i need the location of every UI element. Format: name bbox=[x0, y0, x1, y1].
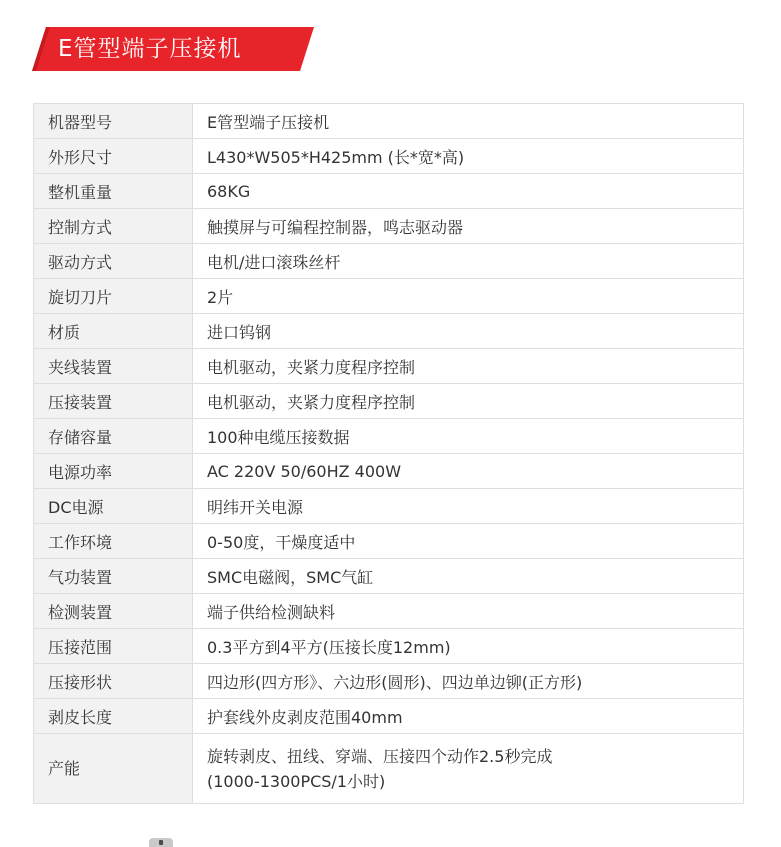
spec-label: 检测装置 bbox=[34, 594, 193, 629]
spec-label: 夹线装置 bbox=[34, 349, 193, 384]
spec-value-text: 进口钨钢 bbox=[207, 322, 272, 342]
table-row bbox=[34, 419, 744, 454]
spec-label: 存储容量 bbox=[34, 419, 193, 454]
spec-value-text: E管型端子压接机 bbox=[207, 112, 330, 132]
spec-label: 压接范围 bbox=[34, 629, 193, 664]
spec-value-text: L430*W505*H425mm (长*宽*高) bbox=[207, 147, 465, 167]
spec-value-text-2: (1000-1300PCS/1小时) bbox=[207, 771, 386, 791]
spec-label: 压接装置 bbox=[34, 384, 193, 419]
spec-value bbox=[193, 104, 744, 139]
spec-value bbox=[193, 594, 744, 629]
spec-value bbox=[193, 174, 744, 209]
spec-label: 机器型号 bbox=[34, 104, 193, 139]
page-title: E管型端子压接机 bbox=[58, 36, 242, 62]
spec-label: 工作环境 bbox=[34, 524, 193, 559]
spec-label: 整机重量 bbox=[34, 174, 193, 209]
table-row bbox=[34, 244, 744, 279]
table-row bbox=[34, 314, 744, 349]
spec-value-text: 端子供给检测缺料 bbox=[207, 602, 336, 622]
spec-value bbox=[193, 664, 744, 699]
spec-label: DC电源 bbox=[34, 489, 193, 524]
spec-value-text: 明纬开关电源 bbox=[207, 497, 304, 517]
spec-label: 旋切刀片 bbox=[34, 279, 193, 314]
spec-value bbox=[193, 419, 744, 454]
spec-value bbox=[193, 244, 744, 279]
table-row bbox=[34, 279, 744, 314]
spec-value bbox=[193, 734, 744, 804]
spec-table bbox=[33, 103, 744, 804]
table-row bbox=[34, 349, 744, 384]
table-row bbox=[34, 139, 744, 174]
spec-value-text: 0.3平方到4平方(压接长度12mm) bbox=[207, 637, 451, 657]
table-row bbox=[34, 209, 744, 244]
table-row bbox=[34, 104, 744, 139]
spec-value bbox=[193, 314, 744, 349]
spec-value-text: 电机驱动，夹紧力度程序控制 bbox=[207, 357, 416, 377]
spec-value-text: 0-50度，干燥度适中 bbox=[207, 532, 356, 552]
spec-value-text: 68KG bbox=[207, 181, 251, 201]
table-row bbox=[34, 489, 744, 524]
table-row bbox=[34, 594, 744, 629]
spec-value-text: 护套线外皮剥皮范围40mm bbox=[207, 707, 403, 727]
table-row bbox=[34, 524, 744, 559]
spec-label: 电源功率 bbox=[34, 454, 193, 489]
table-row bbox=[34, 629, 744, 664]
spec-value bbox=[193, 384, 744, 419]
table-row bbox=[34, 384, 744, 419]
spec-value-text: SMC电磁阀，SMC气缸 bbox=[207, 567, 374, 587]
spec-label: 驱动方式 bbox=[34, 244, 193, 279]
table-row bbox=[34, 664, 744, 699]
spec-value bbox=[193, 454, 744, 489]
spec-label: 材质 bbox=[34, 314, 193, 349]
table-row bbox=[34, 559, 744, 594]
spec-label: 剥皮长度 bbox=[34, 699, 193, 734]
spec-value-text: 四边形(四方形》、六边形(圆形)、四边单边铆(正方形) bbox=[207, 672, 583, 692]
spec-value bbox=[193, 699, 744, 734]
spec-value-text: 电机/进口滚珠丝杆 bbox=[207, 252, 341, 272]
spec-value bbox=[193, 349, 744, 384]
spec-value bbox=[193, 209, 744, 244]
spec-value-text: 旋转剥皮、扭线、穿端、压接四个动作2.5秒完成 bbox=[207, 746, 553, 766]
spec-value-text: 100种电缆压接数据 bbox=[207, 427, 350, 447]
scroll-top-icon[interactable] bbox=[149, 838, 173, 847]
spec-label: 控制方式 bbox=[34, 209, 193, 244]
spec-value bbox=[193, 559, 744, 594]
spec-label: 气功装置 bbox=[34, 559, 193, 594]
spec-label: 外形尺寸 bbox=[34, 139, 193, 174]
table-row bbox=[34, 699, 744, 734]
spec-value bbox=[193, 279, 744, 314]
table-row bbox=[34, 454, 744, 489]
spec-value bbox=[193, 629, 744, 664]
spec-value bbox=[193, 489, 744, 524]
spec-value bbox=[193, 139, 744, 174]
spec-value-text: AC 220V 50/60HZ 400W bbox=[207, 461, 402, 481]
spec-value-text: 触摸屏与可编程控制器，鸣志驱动器 bbox=[207, 217, 464, 237]
spec-value-text: 电机驱动，夹紧力度程序控制 bbox=[207, 392, 416, 412]
table-row bbox=[34, 174, 744, 209]
spec-label: 压接形状 bbox=[34, 664, 193, 699]
spec-value-text: 2片 bbox=[207, 287, 234, 307]
title-banner bbox=[32, 27, 314, 71]
spec-label: 产能 bbox=[34, 734, 193, 804]
table-row bbox=[34, 734, 744, 804]
spec-value bbox=[193, 524, 744, 559]
